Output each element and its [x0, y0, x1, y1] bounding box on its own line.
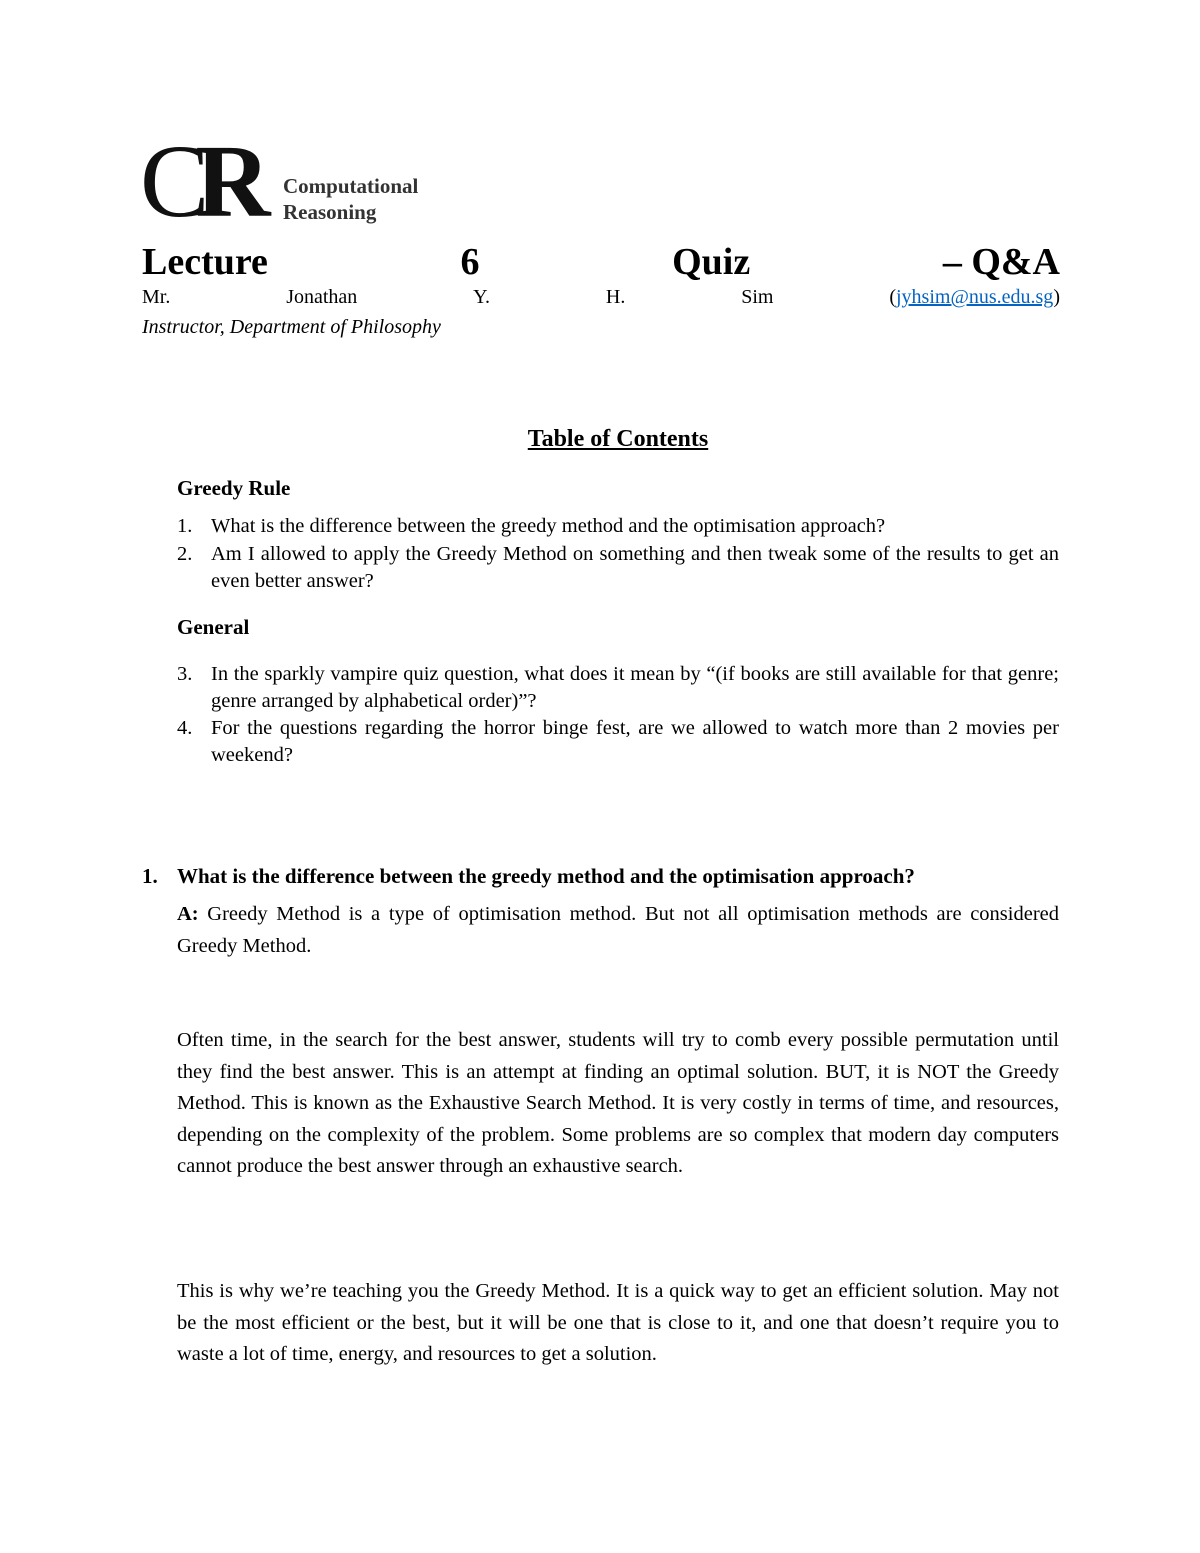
toc-item[interactable] [177, 715, 1059, 769]
title-word-quiz: Quiz [672, 241, 751, 283]
toc-title: Table of Contents [527, 426, 709, 452]
author-prefix: Mr. [142, 286, 171, 308]
body-paragraph: Often time, in the search for the best answer, students will try to comb every possible permutation until they find the best answer. This is an attempt at finding an optimal solution. BUT, it is NOT the Greedy Method. This is known as the Exhaustive Search Method. It is very costly in terms of time, and resources, depending on the complexity of the problem. Some problems are so complex that modern day computers cannot produce the best answer through an exhaustive search. [177, 1029, 1059, 1177]
question-number: 1. [142, 864, 158, 888]
body-paragraph: This is why we’re teaching you the Greedy Method. It is a quick way to get an efficient solution. May not be the most efficient or the best, but it will be one that is close to it, and one that doesn’t require you to waste a lot of time, energy, and resources to get a solution. [177, 1280, 1059, 1365]
toc-item-text: In the sparkly vampire quiz question, what does it mean by “(if books are still available for that genre; genre arranged by alphabetical order)”? [211, 663, 1059, 712]
answer-text: Greedy Method is a type of optimisation method. But not all optimisation methods are considered Greedy Method. [177, 903, 1059, 957]
title-word-number: 6 [460, 241, 480, 283]
toc-item-number: 3. [177, 663, 193, 685]
logo-letter-r: R [195, 124, 257, 239]
author-initial-2: H. [605, 286, 626, 308]
author-first-name: Jonathan [286, 286, 358, 308]
toc-item-text: Am I allowed to apply the Greedy Method on something and then tweak some of the results to get an even better answer? [211, 543, 1059, 592]
author-email-wrap [889, 286, 1060, 309]
author-last-name: Sim [741, 286, 774, 308]
author-affiliation: Instructor, Department of Philosophy [142, 316, 441, 338]
open-paren: ( [889, 286, 896, 308]
question-text: What is the difference between the greedy method and the optimisation approach? [177, 864, 915, 888]
logo-letter-c: C [140, 124, 196, 239]
author-line [142, 286, 1060, 309]
logo-line-1: Computational [283, 174, 419, 198]
toc-item-number: 1. [177, 515, 193, 537]
close-paren: ) [1053, 286, 1060, 308]
toc-item-number: 2. [177, 543, 193, 565]
toc-item-text: For the questions regarding the horror binge fest, are we allowed to watch more than 2 movies per weekend? [211, 717, 1059, 766]
toc-item[interactable] [177, 661, 1059, 715]
document-title [142, 240, 1060, 285]
toc-section-heading: General [177, 615, 250, 639]
toc-item[interactable] [177, 541, 1059, 595]
logo-wordmark [283, 173, 418, 225]
title-word-qa: – Q&A [942, 241, 1060, 283]
logo-line-2: Reasoning [283, 200, 377, 224]
answer-paragraph [177, 899, 1059, 962]
course-logo [140, 124, 460, 239]
toc-section-heading: Greedy Rule [177, 476, 291, 500]
toc-item-text: What is the difference between the greedy method and the optimisation approach? [211, 515, 886, 537]
author-initial-1: Y. [473, 286, 491, 308]
toc-item-number: 4. [177, 717, 193, 739]
question-heading [142, 864, 1060, 889]
toc-item[interactable] [177, 513, 1059, 540]
logo-monogram [140, 124, 257, 239]
author-email-link[interactable]: jyhsim@nus.edu.sg [895, 286, 1054, 308]
title-word-lecture: Lecture [142, 241, 268, 283]
answer-label: A: [177, 903, 199, 925]
